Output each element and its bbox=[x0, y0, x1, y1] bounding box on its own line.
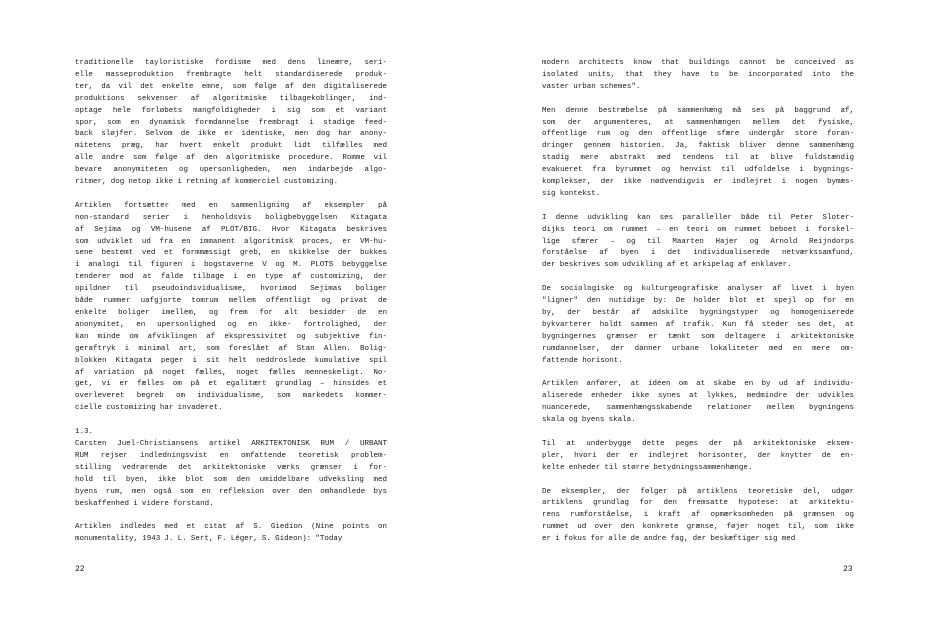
text-line: modern architects know that buildings cannot be conceived as bbox=[542, 59, 854, 67]
text-line: i analogi til figuren i bogstaverne V og M. PLOTS bebyggelse bbox=[75, 261, 387, 270]
right-page bbox=[542, 58, 854, 558]
text-line: er i fokus for alle de andre fag, der beskæftiger sig med bbox=[542, 535, 796, 544]
text-line: sene bestemt ved et formmæssigt greb, en skikkelse der bukkes bbox=[75, 249, 387, 258]
text-line: isolated units, that they have to be incorporated into the bbox=[542, 70, 854, 79]
text-line: artiklens grundlag for den fremsatte hypotese: at arkitektu- bbox=[542, 499, 854, 508]
text-line: rumdannelser, der danner urbane lokaliteter med en mere om- bbox=[542, 344, 854, 353]
text-line: rens rumforståelse, i kraft af opmærksomheden på grænsen og bbox=[542, 511, 854, 520]
text-line: af variation på noget fælles, noget fælles menneskeligt. No- bbox=[75, 368, 387, 377]
paragraph bbox=[542, 284, 854, 367]
text-line: RUM rejser indledningsvist en omfattende teoretisk problem- bbox=[75, 451, 387, 460]
text-line: vaster urban schemes". bbox=[542, 82, 641, 91]
text-line: af Sejima og VM-husene af PLOT/BIG. Hvor Kitagata beskrives bbox=[75, 225, 387, 234]
text-line: geraftryk i minimal art, som foreslået af Stan Allen. Bolig- bbox=[75, 344, 387, 353]
text-line: opildner til pseudoindividualisme, hvorimod Sejimas boliger bbox=[75, 285, 387, 294]
text-line: stilling vedrørende det arkitektoniske værks grænser i for- bbox=[75, 463, 387, 472]
text-line: Til at underbygge dette peges der på arkitektoniske eksem- bbox=[542, 439, 854, 448]
text-line: spor, som en dynamisk formdannelse frembragt i stadige feed- bbox=[75, 118, 387, 127]
text-line: Artiklen indledes med et citat af S. Giedion (Nine points on bbox=[75, 523, 387, 532]
text-line: som udviklet ud fra en immanent algoritmisk proces, er VM-hu- bbox=[75, 237, 387, 246]
left-page bbox=[75, 58, 387, 558]
page-number-left: 22 bbox=[75, 565, 85, 574]
text-line: Artiklen anfører, at idéen om at skabe en by ud af individu- bbox=[542, 380, 854, 389]
paragraph bbox=[542, 106, 854, 201]
text-line: dringer gennem historien. Ja, faktisk bliver denne sammenhæng bbox=[542, 142, 854, 151]
text-line: De eksempler, der følger på artiklens teoretiske del, udgør bbox=[542, 487, 854, 496]
text-line: ritmer, dog netop ikke i retning af kommerciel customizing. bbox=[75, 178, 339, 187]
text-line: cielle customizing har invaderet. bbox=[75, 404, 223, 413]
text-line: rummet ud over den konkrete grænse, føjer noget til, som ikke bbox=[542, 523, 854, 532]
text-line: blokken Kitagata peger i sit helt neddroslede kumulative spil bbox=[75, 356, 387, 365]
text-line: beskaffenhed i videre forstand. bbox=[75, 499, 214, 508]
text-line: Men denne bestræbelse på sammenhæng må ses på baggrund af, bbox=[542, 106, 854, 115]
paragraph bbox=[542, 58, 854, 94]
text-line: alle andre som følge af den algoritmiske procedure. Romme vil bbox=[75, 154, 387, 163]
paragraph bbox=[75, 427, 387, 510]
text-line: produktions sekvenser af algoritmiske tilbagekoblinger, ind- bbox=[75, 94, 387, 103]
text-line: stadig mere abstrakt med tendens til at blive fuldstændig bbox=[542, 154, 854, 163]
text-line: skala og byens skala. bbox=[542, 416, 636, 425]
text-line: dijks teori om rummet – en teori om rummet beboet i forskel- bbox=[542, 225, 854, 234]
text-line: evakueret fra byrummet og henvist til udfoldelse i bygnings- bbox=[542, 166, 854, 175]
paragraph bbox=[542, 213, 854, 273]
text-line: fattende horisont. bbox=[542, 356, 623, 365]
text-line: overleveret begreb om individualisme, som markedets kommer- bbox=[75, 392, 387, 401]
paragraph bbox=[75, 201, 387, 415]
text-line: lige sfærer – og til Maarten Hajer og Arnold Reijndorps bbox=[542, 237, 854, 246]
text-line: non-standard serier i henholdsvis boligbebyggelsen Kitagata bbox=[75, 213, 387, 222]
text-line: pler, hvori der er indlejret horisonter, der knytter de en- bbox=[542, 451, 854, 460]
text-line: byens rum, men også som en refleksion over den omhandlede bys bbox=[75, 487, 387, 496]
text-line: både rummer uafgjorte tomrum mellem offentligt og privat de bbox=[75, 297, 387, 306]
text-line: by, der består af adskilte bygningstyper og homogeniserede bbox=[542, 308, 854, 317]
text-line: "ligner" den nutidige by: De holder blot et spejl op for en bbox=[542, 297, 854, 306]
text-line: anonymitet, en upersonlighed og en ikke- fortrolighed, der bbox=[75, 320, 387, 329]
text-line: kelte enheder til større betydningssammenhænge. bbox=[542, 463, 753, 472]
paragraph bbox=[75, 522, 387, 546]
text-line: De sociologiske og kulturgeografiske analyser af livet i byen bbox=[542, 285, 854, 294]
paragraph bbox=[542, 439, 854, 475]
text-line: offentlige rum og den offentlige sfære undergår store foran- bbox=[542, 130, 854, 139]
text-line: bykvarterer holdt sammen af trafik. Kun få steder ses det, at bbox=[542, 320, 854, 329]
text-line: elle masseproduktion frembragte helt standardiserede produk- bbox=[75, 70, 387, 79]
text-line: nuancerede, sammenhængsskabende relationer mellem bygningens bbox=[542, 404, 854, 413]
page-number-right: 23 bbox=[843, 565, 853, 574]
text-line: Artiklen fortsætter med en sammenligning af eksempler på bbox=[75, 201, 387, 210]
text-line: monumentality, 1943 J. L. Sert, F. Léger, S. Gideon): "Today bbox=[75, 535, 343, 544]
text-line: ter, da vil det enkelte emne, som følge af den digitaliserede bbox=[75, 82, 387, 91]
text-line: get, vi er fælles om på et egalitært grundlag – hinsides et bbox=[75, 380, 387, 389]
paragraph bbox=[75, 58, 387, 189]
text-line: I denne udvikling kan ses paralleller både til Peter Sloter- bbox=[542, 213, 854, 222]
text-line: mitetens præg, har hvert enkelt produkt lidt tilfælles med bbox=[75, 142, 387, 151]
text-line: som der argumenteres, at sammenhængen mellem det fysiske, bbox=[542, 118, 854, 127]
text-line: der beskrives som udvikling af et arkipelag af enklaver. bbox=[542, 261, 792, 270]
text-line: bevare anonymiteten og upersonligheden, men indarbejde algo- bbox=[75, 166, 387, 175]
text-line: traditionelle tayloristiske fordisme med dens lineære, seri- bbox=[75, 59, 387, 67]
text-line: aliserede enheder ikke synes at lykkes, medmindre der udvikles bbox=[542, 392, 854, 401]
text-line: komplekser, der ikke nødvendigvis er indlejret i nogen bymæs- bbox=[542, 178, 854, 187]
text-line: forståelse af byen i det individualiserede netværkssamfund, bbox=[542, 249, 854, 258]
text-line: Carsten Juel-Christiansens artikel ARKITEKTONISK RUM / URBANT bbox=[75, 439, 387, 448]
text-line: sig kontekst. bbox=[542, 189, 601, 198]
text-line: tenderer mod at falde tilbage i en type af customizing, der bbox=[75, 273, 387, 282]
text-line: hold til byen, ikke blot som den umiddelbare udveksling med bbox=[75, 475, 387, 484]
paragraph bbox=[542, 487, 854, 547]
text-line: kan minde om afviklingen af ekspressivitet og subjektive fin- bbox=[75, 332, 387, 341]
text-line: enkelte boliger imellem, og frem for alt besidder de en bbox=[75, 309, 387, 318]
text-line: bygningernes grænser er tænkt som deltagere i arkitektoniske bbox=[542, 332, 854, 341]
text-line: 1.3. bbox=[75, 428, 94, 437]
text-line: optage hele forløbets mangfoldigheder i sig som et variant bbox=[75, 106, 387, 115]
paragraph bbox=[542, 379, 854, 427]
text-line: back sløjfer. Selvom de ikke er identiske, men dog har anony- bbox=[75, 130, 387, 139]
